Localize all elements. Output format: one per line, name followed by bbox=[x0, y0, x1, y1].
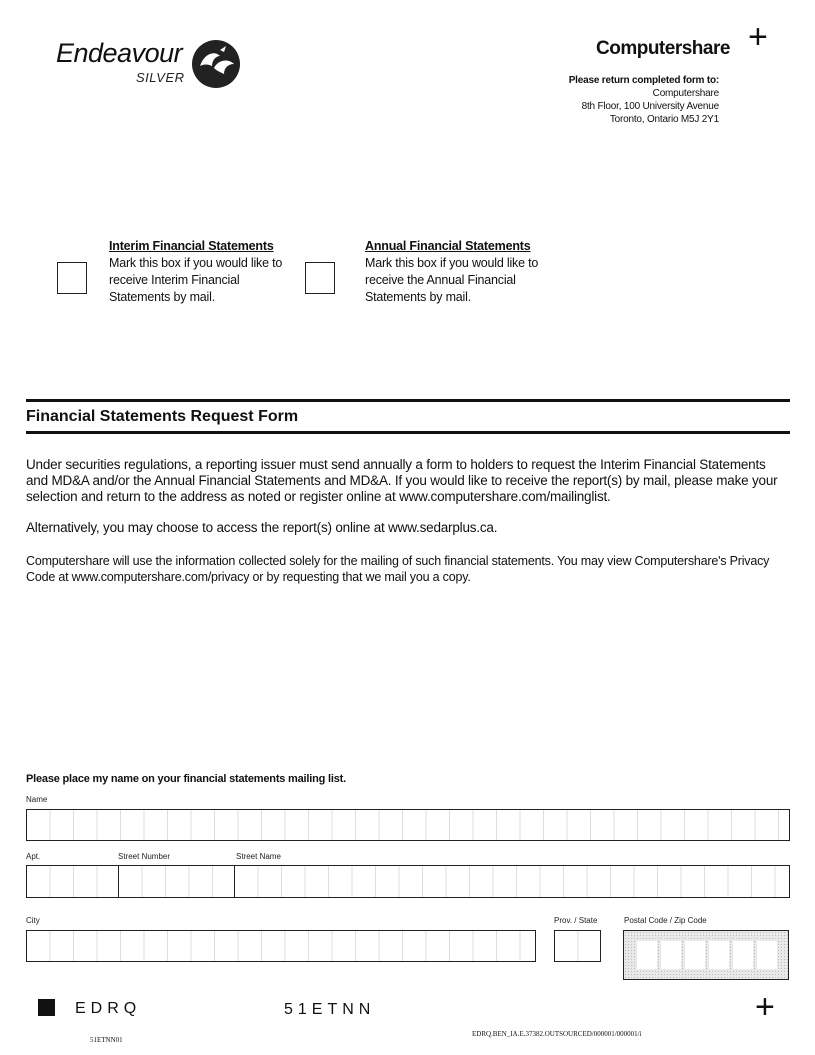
registration-square bbox=[38, 999, 55, 1016]
postal-cell[interactable] bbox=[733, 941, 753, 969]
form-code-left: EDRQ bbox=[75, 1000, 142, 1017]
city-label: City bbox=[26, 916, 40, 925]
postal-cell[interactable] bbox=[709, 941, 729, 969]
postal-cell[interactable] bbox=[685, 941, 705, 969]
issuer-logo-subtitle: SILVER bbox=[136, 70, 185, 85]
postal-code-field[interactable] bbox=[623, 930, 789, 980]
interim-title: Interim Financial Statements bbox=[109, 239, 274, 253]
divider-bottom bbox=[26, 431, 790, 434]
paragraph-privacy: Computershare will use the information collected solely for the mailing of such financial statements. You may view Computershare's Privacy Code at www.computershare.com/privacy or by requesting that we mail you a copy. bbox=[26, 554, 770, 584]
form-code-right: EDRQ.BEN_IA.E.37382.OUTSOURCED/000001/000001/i bbox=[472, 1030, 642, 1038]
mailing-list-heading: Please place my name on your financial statements mailing list. bbox=[26, 773, 346, 785]
street-number-label: Street Number bbox=[118, 852, 171, 861]
issuer-logo-icon bbox=[190, 38, 242, 90]
apt-label: Apt. bbox=[26, 852, 41, 861]
street-name-field[interactable] bbox=[234, 865, 790, 898]
interim-statements-checkbox[interactable] bbox=[57, 262, 87, 294]
return-line-1: Computershare bbox=[652, 88, 719, 99]
prov-field[interactable] bbox=[554, 930, 601, 962]
street-number-field[interactable] bbox=[118, 865, 235, 898]
issuer-logo-text: Endeavour bbox=[56, 38, 183, 68]
paragraph-regulations: Under securities regulations, a reporting issuer must send annually a form to holders to request the Interim Financial Statements and MD&A and/or the Annual Financial Statements and MD&A. If you would like to receive the report(s) by mail, please make your selection and return to the address as noted or register online at www.computershare.com/mailinglist. bbox=[26, 457, 778, 504]
name-label: Name bbox=[26, 795, 48, 804]
interim-option bbox=[109, 238, 294, 306]
return-label: Please return completed form to: bbox=[568, 75, 719, 86]
registration-mark-bottom: + bbox=[755, 988, 775, 1026]
form-code-small: 51ETNN01 bbox=[90, 1036, 123, 1044]
apt-field[interactable] bbox=[26, 865, 119, 898]
divider-top bbox=[26, 399, 790, 402]
postal-cell[interactable] bbox=[661, 941, 681, 969]
annual-text: Mark this box if you would like to receive the Annual Financial Statements by mail. bbox=[365, 256, 539, 304]
form-title: Financial Statements Request Form bbox=[26, 408, 299, 425]
annual-statements-checkbox[interactable] bbox=[305, 262, 335, 294]
city-field[interactable] bbox=[26, 930, 536, 962]
prov-label: Prov. / State bbox=[554, 916, 598, 925]
computershare-logo: Computershare bbox=[596, 38, 730, 59]
annual-title: Annual Financial Statements bbox=[365, 239, 531, 253]
paragraph-online: Alternatively, you may choose to access the report(s) online at www.sedarplus.ca. bbox=[26, 520, 498, 535]
postal-cell[interactable] bbox=[757, 941, 777, 969]
return-line-3: Toronto, Ontario M5J 2Y1 bbox=[609, 114, 719, 125]
form-code-middle: 51ETNN bbox=[284, 1001, 376, 1018]
return-line-2: 8th Floor, 100 University Avenue bbox=[581, 101, 719, 112]
interim-text: Mark this box if you would like to receive Interim Financial Statements by mail. bbox=[109, 256, 283, 304]
street-name-label: Street Name bbox=[236, 852, 281, 861]
postal-cell[interactable] bbox=[637, 941, 657, 969]
annual-option bbox=[365, 238, 550, 306]
return-address bbox=[459, 74, 719, 126]
postal-label: Postal Code / Zip Code bbox=[624, 916, 707, 925]
name-field[interactable] bbox=[26, 809, 790, 841]
registration-mark-top: + bbox=[748, 18, 768, 56]
